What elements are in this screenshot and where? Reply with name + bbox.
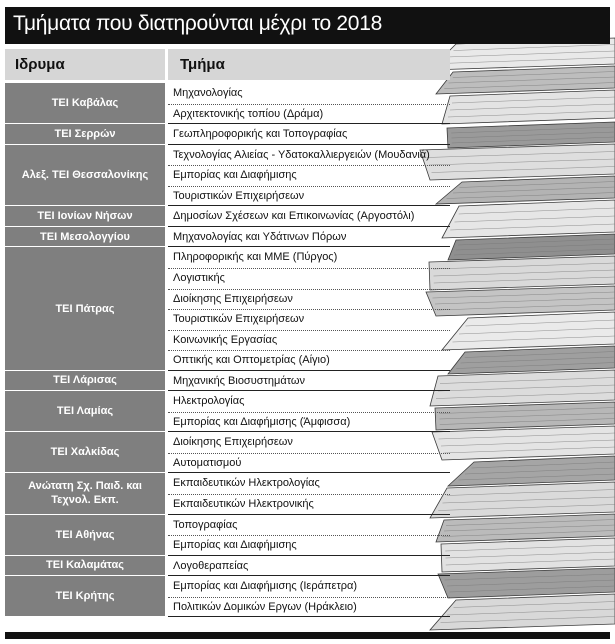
book-shape (448, 456, 615, 486)
institution-cell: ΤΕΙ Καβάλας (5, 83, 165, 123)
row-divider (168, 494, 450, 495)
row-divider (168, 597, 450, 598)
department-cell: Μηχανολογίας και Υδάτινων Πόρων (173, 230, 347, 243)
page-title: Τμήματα που διατηρούνται μέχρι το 2018 (13, 12, 382, 35)
department-cell: Εκπαιδευτικών Ηλεκτρονικής (173, 498, 314, 510)
header-institution: Ιδρυμα (5, 49, 165, 80)
institution-cell: ΤΕΙ Σερρών (5, 124, 165, 144)
department-cell: Διοίκησης Επιχειρήσεων (173, 292, 293, 305)
book-shape (436, 66, 615, 94)
row-divider (168, 104, 450, 105)
row-divider (168, 535, 450, 536)
row-divider (168, 350, 450, 351)
department-cell: Εμπορίας και Διαφήμισης (173, 539, 297, 552)
department-cell: Πολιτικών Δομικών Εργων (Ηράκλειο) (173, 600, 357, 613)
department-cell: Οπτικής και Οπτομετρίας (Αίγιο) (173, 354, 330, 367)
department-cell: Αυτοματισμού (173, 456, 242, 469)
row-divider (168, 165, 450, 166)
row-divider (168, 453, 450, 454)
department-cell: Μηχανολογίας (173, 87, 243, 99)
book-shape (430, 594, 615, 630)
book-shape (442, 200, 615, 238)
department-cell: Τουριστικών Επιχειρήσεων (173, 189, 305, 202)
title-bar (5, 7, 610, 44)
department-cell: Εμπορίας και Διαφήμισης (Άμφισσα) (173, 415, 351, 428)
book-shape (448, 346, 615, 374)
row-divider (168, 309, 450, 310)
department-cell: Πληροφορικής και ΜΜΕ (Πύργος) (173, 251, 338, 264)
department-cell: Εμπορίας και Διαφήμισης (173, 169, 297, 182)
institution-cell: ΤΕΙ Ιονίων Νήσων (5, 206, 165, 226)
row-divider (168, 289, 450, 290)
institution-cell: ΤΕΙ Καλαμάτας (5, 556, 165, 576)
row-divider (168, 186, 450, 187)
department-cell: Γεωπληροφορικής και Τοπογραφίας (173, 128, 348, 141)
institution-cell: ΤΕΙ Πάτρας (5, 247, 165, 369)
department-cell: Τουριστικών Επιχειρήσεων (173, 313, 305, 326)
department-cell: Λογοθεραπείας (173, 559, 249, 572)
institution-cell: Αλεξ. ΤΕΙ Θεσσαλονίκης (5, 145, 165, 206)
department-cell: Λογιστικής (173, 271, 225, 284)
book-shape (436, 176, 615, 204)
row-divider (168, 412, 450, 413)
department-cell: Δημοσίων Σχέσεων και Επικοινωνίας (Αργοστόλι) (173, 210, 415, 223)
bottom-rule (5, 632, 610, 639)
department-cell: Εκπαιδευτικών Ηλεκτρολογίας (173, 477, 320, 490)
institution-cell: ΤΕΙ Χαλκίδας (5, 432, 165, 472)
department-cell: Ηλεκτρολογίας (173, 395, 245, 408)
institution-cell: ΤΕΙ Κρήτης (5, 576, 165, 616)
row-divider (168, 268, 450, 269)
departments-table (5, 49, 450, 631)
institution-cell: ΤΕΙ Μεσολογγίου (5, 227, 165, 247)
department-cell: Διοίκησης Επιχειρήσεων (173, 436, 293, 449)
book-shape (430, 482, 615, 518)
header-department: Τμήμα (168, 49, 450, 80)
department-cell: Μηχανικής Βιοσυστημάτων (173, 374, 305, 387)
department-cell: Εμπορίας και Διαφήμισης (Ιεράπετρα) (173, 580, 358, 593)
department-cell: Κοινωνικής Εργασίας (173, 333, 278, 346)
institution-cell: ΤΕΙ Αθήνας (5, 515, 165, 555)
institution-cell: ΤΕΙ Λάρισας (5, 371, 165, 391)
row-divider (168, 330, 450, 331)
book-shape (442, 312, 615, 350)
department-cell: Αρχιτεκτονικής τοπίου (Δράμα) (173, 107, 324, 120)
department-cell: Τεχνολογίας Αλιείας - Υδατοκαλλιεργειών (Μουδανιά) (173, 148, 430, 161)
institution-cell: ΤΕΙ Λαμίας (5, 391, 165, 431)
institution-cell: Ανώτατη Σχ. Παιδ. και Τεχνολ. Εκπ. (5, 473, 165, 513)
department-cell: Τοπογραφίας (173, 518, 238, 531)
group-divider (168, 616, 450, 617)
